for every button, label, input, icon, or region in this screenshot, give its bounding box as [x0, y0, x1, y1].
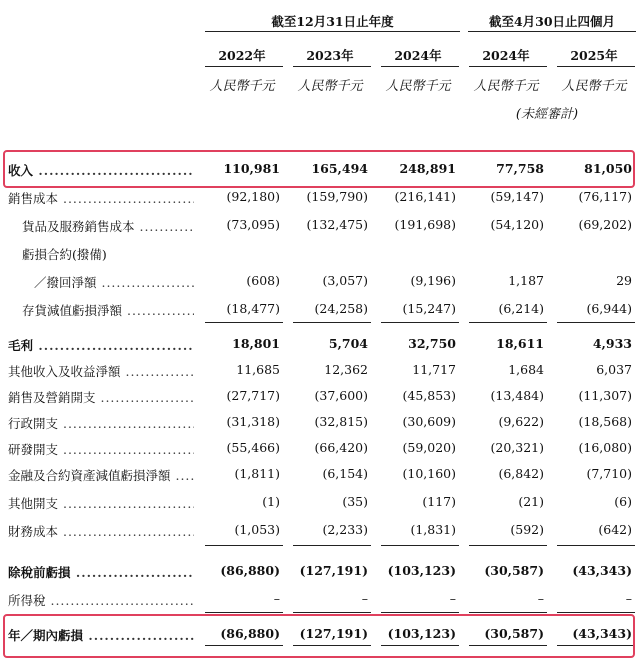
cell-2024: (9,196) [410, 273, 456, 288]
cell-2022: (55,466) [226, 440, 280, 455]
cell-2023: (159,790) [306, 189, 368, 204]
row-income-tax [0, 588, 640, 610]
subtotal-underline [205, 612, 283, 613]
cell-2022: (86,880) [220, 626, 280, 641]
cell-2023: 165,494 [311, 161, 368, 176]
subtotal-underline [293, 322, 371, 323]
cell-2024: (191,698) [394, 217, 456, 232]
cell-2025-4m: 6,037 [596, 362, 632, 377]
row-label: 所得稅 ..... [8, 591, 194, 609]
cell-2022: (73,095) [226, 217, 280, 232]
subtotal-underline [205, 322, 283, 323]
cell-2023: (3,057) [322, 273, 368, 288]
row-cost-of-sales [0, 186, 640, 208]
cell-2024-4m: (21) [518, 494, 544, 509]
cell-2024-4m: 18,611 [496, 336, 544, 351]
row-label: 收入 ..... [8, 161, 194, 179]
cell-2025-4m: 29 [616, 273, 632, 288]
cell-2025-4m: (43,343) [572, 563, 632, 578]
cell-2022: – [273, 591, 280, 606]
cell-2024-4m: 1,684 [508, 362, 544, 377]
year-2022: 2022年 [218, 48, 266, 63]
row-goods-services-cost [0, 214, 640, 236]
row-gross-profit [0, 333, 640, 355]
cell-2023: (132,475) [306, 217, 368, 232]
header-fiscal-year: 截至12月31日止年度 [271, 14, 394, 29]
year-2024-4m: 2024年 [482, 48, 530, 63]
cell-2022: 18,801 [232, 336, 280, 351]
row-label: 銷售成本 ..... [8, 189, 194, 207]
cell-2022: (18,477) [226, 301, 280, 316]
cell-2023: (2,233) [322, 522, 368, 537]
cell-2024: 32,750 [408, 336, 456, 351]
unit-label: 人民幣千元 [209, 79, 275, 94]
cell-2024: 248,891 [399, 161, 456, 176]
subtotal-underline [381, 612, 459, 613]
cell-2024: (30,609) [402, 414, 456, 429]
unit-label: 人民幣千元 [385, 79, 451, 94]
unaudited-note: (未經審計) [515, 107, 579, 122]
cell-2024: (59,020) [402, 440, 456, 455]
subtotal-underline [293, 612, 371, 613]
row-label: 存貨減值虧損淨額 ..... [22, 301, 194, 319]
row-label: 年／期內虧損 ..... [8, 626, 194, 644]
cell-2023: 12,362 [324, 362, 368, 377]
row-label: 虧損合約(撥備) [22, 247, 107, 262]
cell-2024: (103,123) [387, 563, 456, 578]
cell-2025-4m: (642) [598, 522, 632, 537]
header-four-months: 截至4月30日止四個月 [488, 14, 616, 29]
cell-2024: (1,831) [410, 522, 456, 537]
subtotal-underline [293, 545, 371, 546]
cell-2025-4m: (18,568) [578, 414, 632, 429]
cell-2023: (127,191) [299, 563, 368, 578]
cell-2023: (37,600) [314, 388, 368, 403]
cell-2025-4m: (7,710) [586, 466, 632, 481]
cell-2025-4m: 4,933 [592, 336, 632, 351]
cell-2024-4m: 77,758 [496, 161, 544, 176]
cell-2022: (31,318) [226, 414, 280, 429]
row-onerous-contract-heading [0, 242, 640, 264]
cell-2024-4m: – [537, 591, 544, 606]
row-other-expenses [0, 491, 640, 513]
loss-highlight-box [3, 614, 635, 658]
cell-2022: (1) [262, 494, 280, 509]
subtotal-underline [469, 612, 547, 613]
cell-2024: (10,160) [402, 466, 456, 481]
cell-2023: 5,704 [328, 336, 368, 351]
cell-2025-4m: (69,202) [578, 217, 632, 232]
unit-label: 人民幣千元 [297, 79, 363, 94]
cell-2023: – [361, 591, 368, 606]
year-2024: 2024年 [394, 48, 442, 63]
cell-2022: (27,717) [226, 388, 280, 403]
row-label: 貨品及服務銷售成本 ..... [22, 217, 194, 235]
row-financial-contract-impairment [0, 463, 640, 485]
row-onerous-contract-net [0, 270, 640, 292]
cell-2023: (35) [342, 494, 368, 509]
cell-2023: (66,420) [314, 440, 368, 455]
cell-2024: (117) [422, 494, 456, 509]
cell-2023: (24,258) [314, 301, 368, 316]
cell-2022: (608) [246, 273, 280, 288]
cell-2024: 11,717 [412, 362, 456, 377]
cell-2025-4m: (6) [614, 494, 632, 509]
revenue-highlight-box [3, 150, 635, 188]
row-label: 除稅前虧損 ..... [8, 563, 194, 581]
subtotal-underline [469, 322, 547, 323]
cell-2024: (103,123) [387, 626, 456, 641]
row-label: ／撥回淨額 ..... [34, 273, 194, 291]
subtotal-underline [381, 322, 459, 323]
row-label: 銷售及營銷開支 ..... [8, 388, 194, 406]
row-selling-marketing [0, 385, 640, 407]
cell-2024-4m: (6,214) [498, 301, 544, 316]
row-label: 研發開支 ..... [8, 440, 194, 458]
subtotal-underline [557, 612, 635, 613]
row-other-income [0, 359, 640, 381]
cell-2022: 110,981 [223, 161, 280, 176]
cell-2024: (15,247) [402, 301, 456, 316]
cell-2024-4m: (6,842) [498, 466, 544, 481]
cell-2022: (86,880) [220, 563, 280, 578]
subtotal-underline [469, 545, 547, 546]
cell-2025-4m: (11,307) [578, 388, 632, 403]
cell-2025-4m: (43,343) [572, 626, 632, 641]
row-label: 金融及合約資產減值虧損淨額 ..... [8, 466, 194, 484]
row-label: 財務成本 ..... [8, 522, 194, 540]
subtotal-underline [381, 545, 459, 546]
cell-2025-4m: (6,944) [586, 301, 632, 316]
row-label: 其他收入及收益淨額 ..... [8, 362, 194, 380]
cell-2025-4m: 81,050 [584, 161, 632, 176]
cell-2024-4m: (9,622) [498, 414, 544, 429]
cell-2024-4m: (54,120) [490, 217, 544, 232]
cell-2024-4m: (30,587) [484, 563, 544, 578]
cell-2022: (1,053) [234, 522, 280, 537]
cell-2025-4m: – [625, 591, 632, 606]
row-inventory-impairment [0, 298, 640, 320]
year-2023: 2023年 [306, 48, 354, 63]
cell-2023: (6,154) [322, 466, 368, 481]
year-2025-4m: 2025年 [570, 48, 618, 63]
row-label: 行政開支 ..... [8, 414, 194, 432]
cell-2024: (216,141) [394, 189, 456, 204]
unit-label: 人民幣千元 [561, 79, 627, 94]
row-research-development [0, 437, 640, 459]
row-loss-before-tax [0, 560, 640, 582]
cell-2022: 11,685 [236, 362, 280, 377]
cell-2024-4m: (30,587) [484, 626, 544, 641]
row-label: 其他開支 ..... [8, 494, 194, 512]
unit-label: 人民幣千元 [473, 79, 539, 94]
cell-2024-4m: (20,321) [490, 440, 544, 455]
cell-2023: (127,191) [299, 626, 368, 641]
cell-2024-4m: (13,484) [490, 388, 544, 403]
cell-2022: (92,180) [226, 189, 280, 204]
subtotal-underline [557, 322, 635, 323]
cell-2024-4m: 1,187 [508, 273, 544, 288]
cell-2024: (45,853) [402, 388, 456, 403]
row-administrative [0, 411, 640, 433]
subtotal-underline [557, 545, 635, 546]
row-label: 毛利 ..... [8, 336, 194, 354]
cell-2022: (1,811) [234, 466, 280, 481]
subtotal-underline [205, 545, 283, 546]
cell-2025-4m: (76,117) [578, 189, 632, 204]
cell-2023: (32,815) [314, 414, 368, 429]
cell-2024-4m: (592) [510, 522, 544, 537]
cell-2024: – [449, 591, 456, 606]
cell-2025-4m: (16,080) [578, 440, 632, 455]
cell-2024-4m: (59,147) [490, 189, 544, 204]
row-finance-costs [0, 519, 640, 541]
